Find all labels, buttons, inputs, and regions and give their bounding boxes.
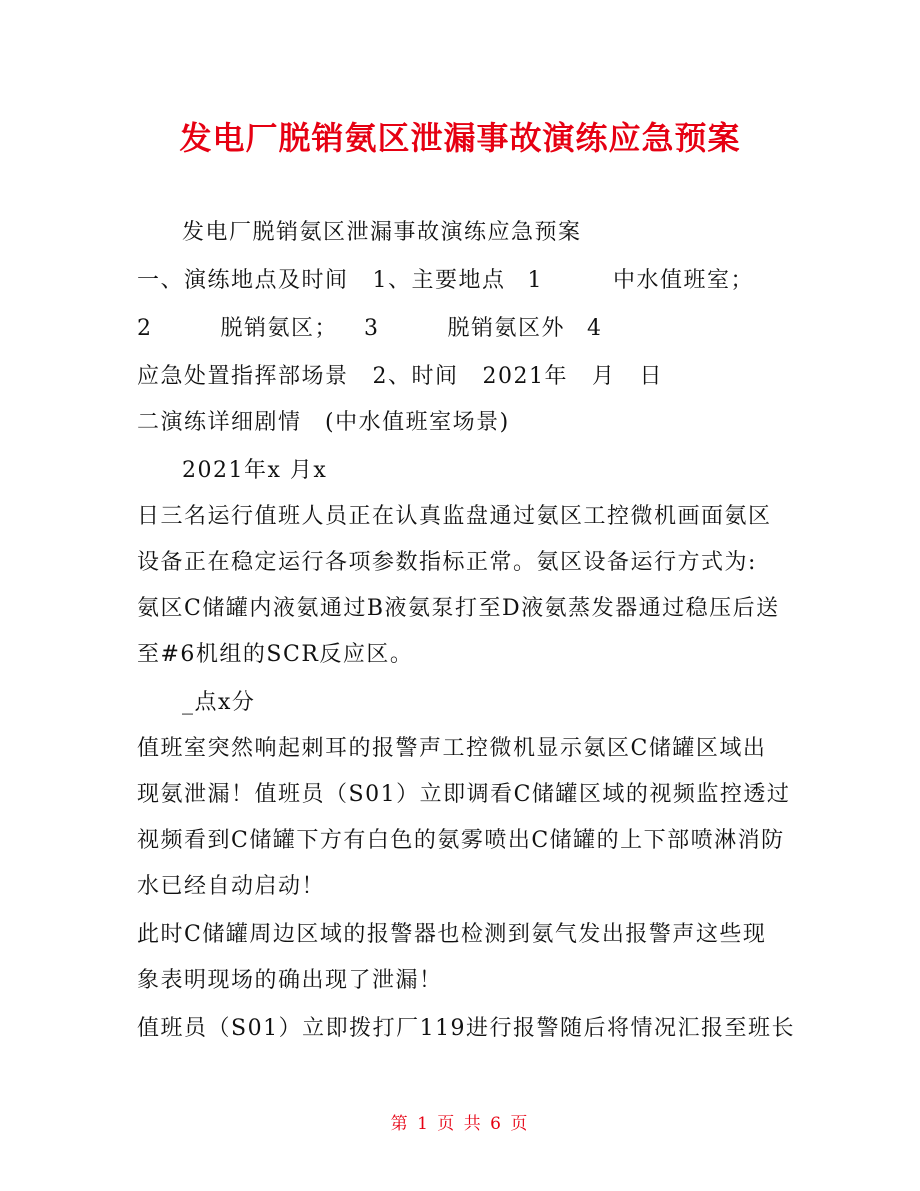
body-line: 此时C储罐周边区域的报警器也检测到氨气发出报警声这些现: [137, 922, 767, 947]
text-span: 中水值班室；: [613, 268, 755, 293]
document-title: 发电厂脱销氨区泄漏事故演练应急预案: [179, 119, 741, 157]
text-span: 4: [587, 316, 603, 341]
text-span: 脱销氨区；: [220, 316, 339, 341]
body-line: _点x分: [182, 690, 256, 715]
text-span: 脱销氨区外: [447, 316, 566, 341]
text-span: 2、时间: [372, 364, 459, 389]
body-line: 视频看到C储罐下方有白色的氨雾喷出C储罐的上下部喷淋消防: [137, 828, 785, 853]
body-line: 至#6机组的SCR反应区。: [137, 642, 414, 667]
body-line: 2021年x 月x: [182, 458, 328, 483]
text-span: 1: [527, 268, 544, 293]
body-line: [137, 266, 754, 296]
text-span: 日: [639, 364, 664, 389]
body-line: 日三名运行值班人员正在认真监盘通过氨区工控微机画面氨区: [137, 504, 772, 529]
text-span: 2: [137, 316, 153, 341]
body-line: 水已经自动启动！: [137, 874, 326, 899]
text-span: 应急处置指挥部场景: [137, 364, 349, 389]
body-line: 现氨泄漏！值班员（S01）立即调看C储罐区域的视频监控透过: [137, 782, 791, 807]
text-span: 1、主要地点: [372, 268, 506, 293]
body-line: 值班员（S01）立即拨打厂119进行报警随后将情况汇报至班长: [137, 1016, 796, 1041]
body-line: 二演练详细剧情 (中水值班室场景): [137, 410, 510, 435]
body-line: 氨区C储罐内液氨通过B液氨泵打至D液氨蒸发器通过稳压后送: [137, 596, 780, 621]
body-line: 设备正在稳定运行各项参数指标正常。氨区设备运行方式为:: [137, 550, 757, 575]
text-span: 一、演练地点及时间: [137, 268, 349, 293]
body-line: 值班室突然响起刺耳的报警声工控微机显示氨区C储罐区域出: [137, 736, 767, 761]
text-span: 3: [364, 316, 380, 341]
body-line: [137, 362, 663, 392]
body-line: [137, 314, 603, 344]
page-footer: 第 1 页 共 6 页: [390, 1114, 530, 1134]
text-span: 月: [592, 364, 616, 389]
body-line: 象表明现场的确出现了泄漏！: [137, 968, 443, 993]
text-span: 2021年: [482, 364, 569, 389]
body-line: 发电厂脱销氨区泄漏事故演练应急预案: [182, 220, 582, 245]
